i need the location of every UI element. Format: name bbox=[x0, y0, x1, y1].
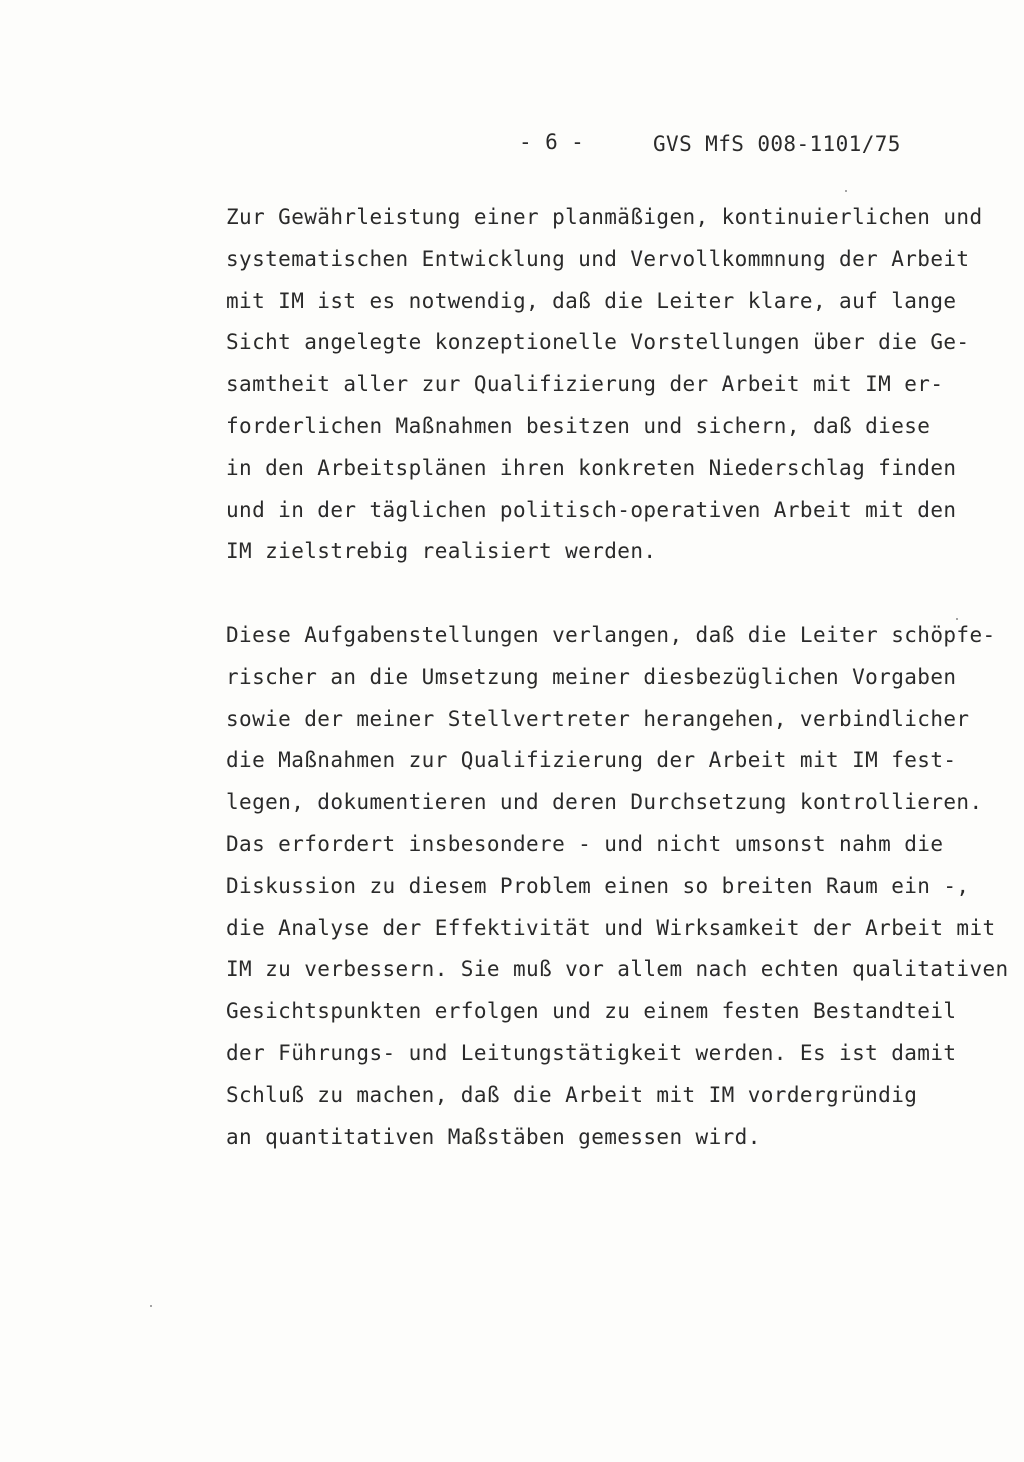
paper-speck bbox=[845, 190, 847, 192]
text-line: systematischen Entwicklung und Vervollkommnung der Arbeit bbox=[226, 246, 970, 271]
text-line: IM zu verbessern. Sie muß vor allem nach echten qualitativen bbox=[226, 957, 1009, 982]
text-line: rischer an die Umsetzung meiner diesbezüglichen Vorgaben bbox=[226, 664, 957, 689]
text-line: IM zielstrebig realisiert werden. bbox=[226, 539, 657, 564]
paper-speck bbox=[150, 1305, 152, 1307]
text-line: die Maßnahmen zur Qualifizierung der Arbeit mit IM fest- bbox=[226, 748, 957, 773]
text-line: Diskussion zu diesem Problem einen so breiten Raum ein -, bbox=[226, 873, 970, 898]
text-line: sowie der meiner Stellvertreter herangehen, verbindlicher bbox=[226, 706, 970, 731]
text-line: in den Arbeitsplänen ihren konkreten Niederschlag finden bbox=[226, 455, 957, 480]
text-line: legen, dokumentieren und deren Durchsetzung kontrollieren. bbox=[226, 790, 983, 815]
text-line: Das erfordert insbesondere - und nicht umsonst nahm die bbox=[226, 831, 944, 856]
paragraph-2 bbox=[226, 615, 1009, 1158]
text-line: an quantitativen Maßstäben gemessen wird. bbox=[226, 1124, 761, 1149]
text-line: forderlichen Maßnahmen besitzen und sichern, daß diese bbox=[226, 413, 931, 438]
text-line: und in der täglichen politisch-operativen Arbeit mit den bbox=[226, 497, 957, 522]
paper-speck bbox=[956, 618, 958, 620]
text-line: Zur Gewährleistung einer planmäßigen, kontinuierlichen und bbox=[226, 205, 983, 229]
text-line: mit IM ist es notwendig, daß die Leiter klare, auf lange bbox=[226, 288, 957, 313]
text-line: die Analyse der Effektivität und Wirksamkeit der Arbeit mit bbox=[226, 915, 996, 940]
text-line: samtheit aller zur Qualifizierung der Arbeit mit IM er- bbox=[226, 372, 944, 397]
text-line: Sicht angelegte konzeptionelle Vorstellungen über die Ge- bbox=[226, 330, 970, 355]
text-line: Gesichtspunkten erfolgen und zu einem festen Bestandteil bbox=[226, 999, 957, 1024]
paragraph-1 bbox=[226, 197, 983, 573]
page-number: - 6 - bbox=[519, 130, 585, 154]
text-line: Diese Aufgabenstellungen verlangen, daß die Leiter schöpfe- bbox=[226, 623, 996, 647]
text-line: der Führungs- und Leitungstätigkeit werden. Es ist damit bbox=[226, 1040, 957, 1065]
document-reference: GVS MfS 008-1101/75 bbox=[653, 132, 901, 156]
text-line: Schluß zu machen, daß die Arbeit mit IM vordergründig bbox=[226, 1082, 918, 1107]
